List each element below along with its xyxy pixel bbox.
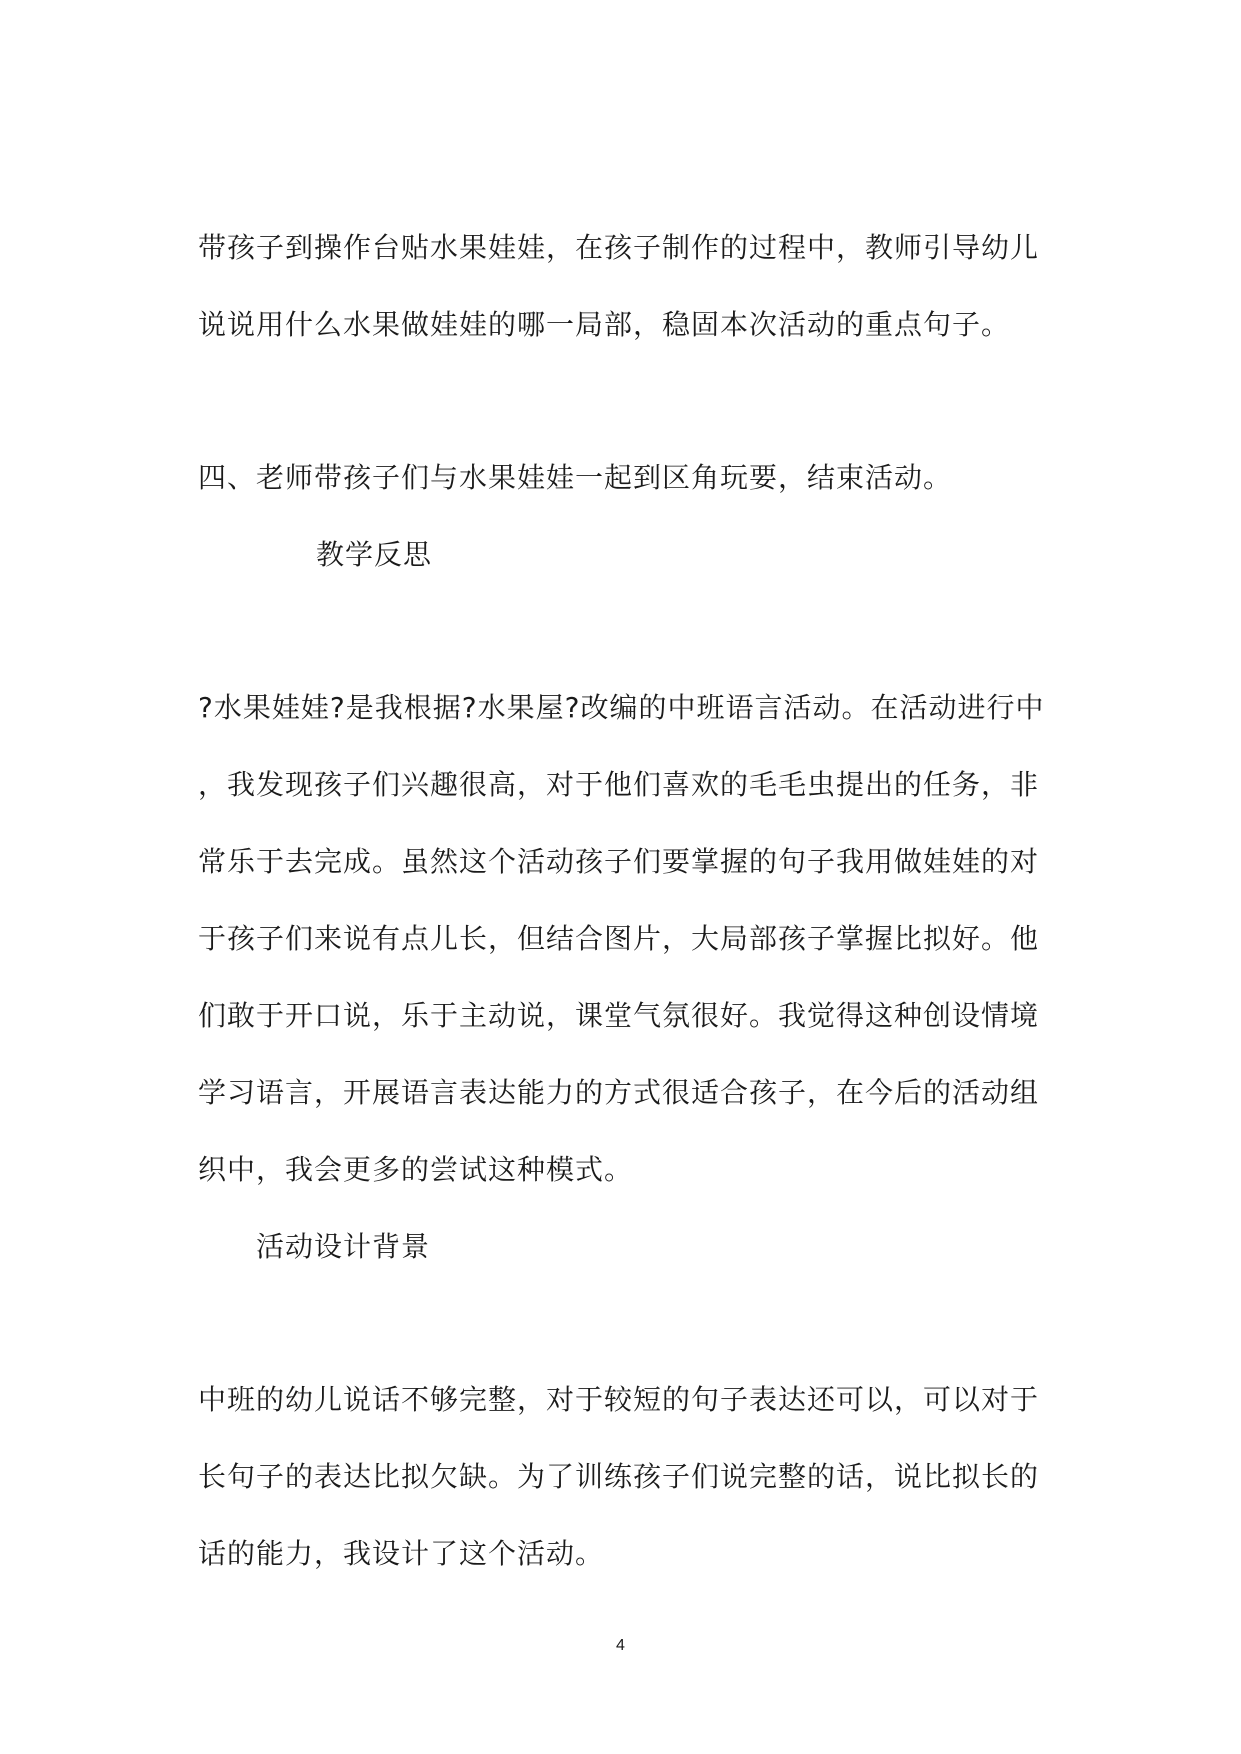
reflection-line: 织中，我会更多的尝试这种模式。 [198, 1153, 634, 1186]
reflection-line: 们敢于开口说，乐于主动说，课堂气氛很好。我觉得这种创设情境 [198, 999, 1040, 1032]
reflection-line: ，我发现孩子们兴趣很高，对于他们喜欢的毛毛虫提出的任务，非 [198, 768, 1040, 801]
reflection-line: 学习语言，开展语言表达能力的方式很适合孩子，在今后的活动组 [198, 1076, 1040, 1109]
paragraph-line: 带孩子到操作台贴水果娃娃，在孩子制作的过程中，教师引导幼儿 [198, 231, 1040, 264]
paragraph-line: 说说用什么水果做娃娃的哪一局部，稳固本次活动的重点句子。 [198, 308, 1011, 341]
page-number: 4 [616, 1637, 625, 1654]
background-line: 话的能力，我设计了这个活动。 [198, 1537, 605, 1570]
reflection-line: ?水果娃娃?是我根据?水果屋?改编的中班语言活动。在活动进行中 [198, 691, 1045, 724]
background-line: 中班的幼儿说话不够完整，对于较短的句子表达还可以，可以对于 [198, 1383, 1040, 1416]
step-four-line: 四、老师带孩子们与水果娃娃一起到区角玩要，结束活动。 [198, 461, 953, 494]
reflection-line: 常乐于去完成。虽然这个活动孩子们要掌握的句子我用做娃娃的对 [198, 845, 1040, 878]
section-heading-reflection: 教学反思 [316, 538, 433, 571]
section-heading-background: 活动设计背景 [256, 1230, 431, 1263]
reflection-line: 于孩子们来说有点儿长，但结合图片，大局部孩子掌握比拟好。他 [198, 922, 1040, 955]
background-line: 长句子的表达比拟欠缺。为了训练孩子们说完整的话，说比拟长的 [198, 1460, 1040, 1493]
